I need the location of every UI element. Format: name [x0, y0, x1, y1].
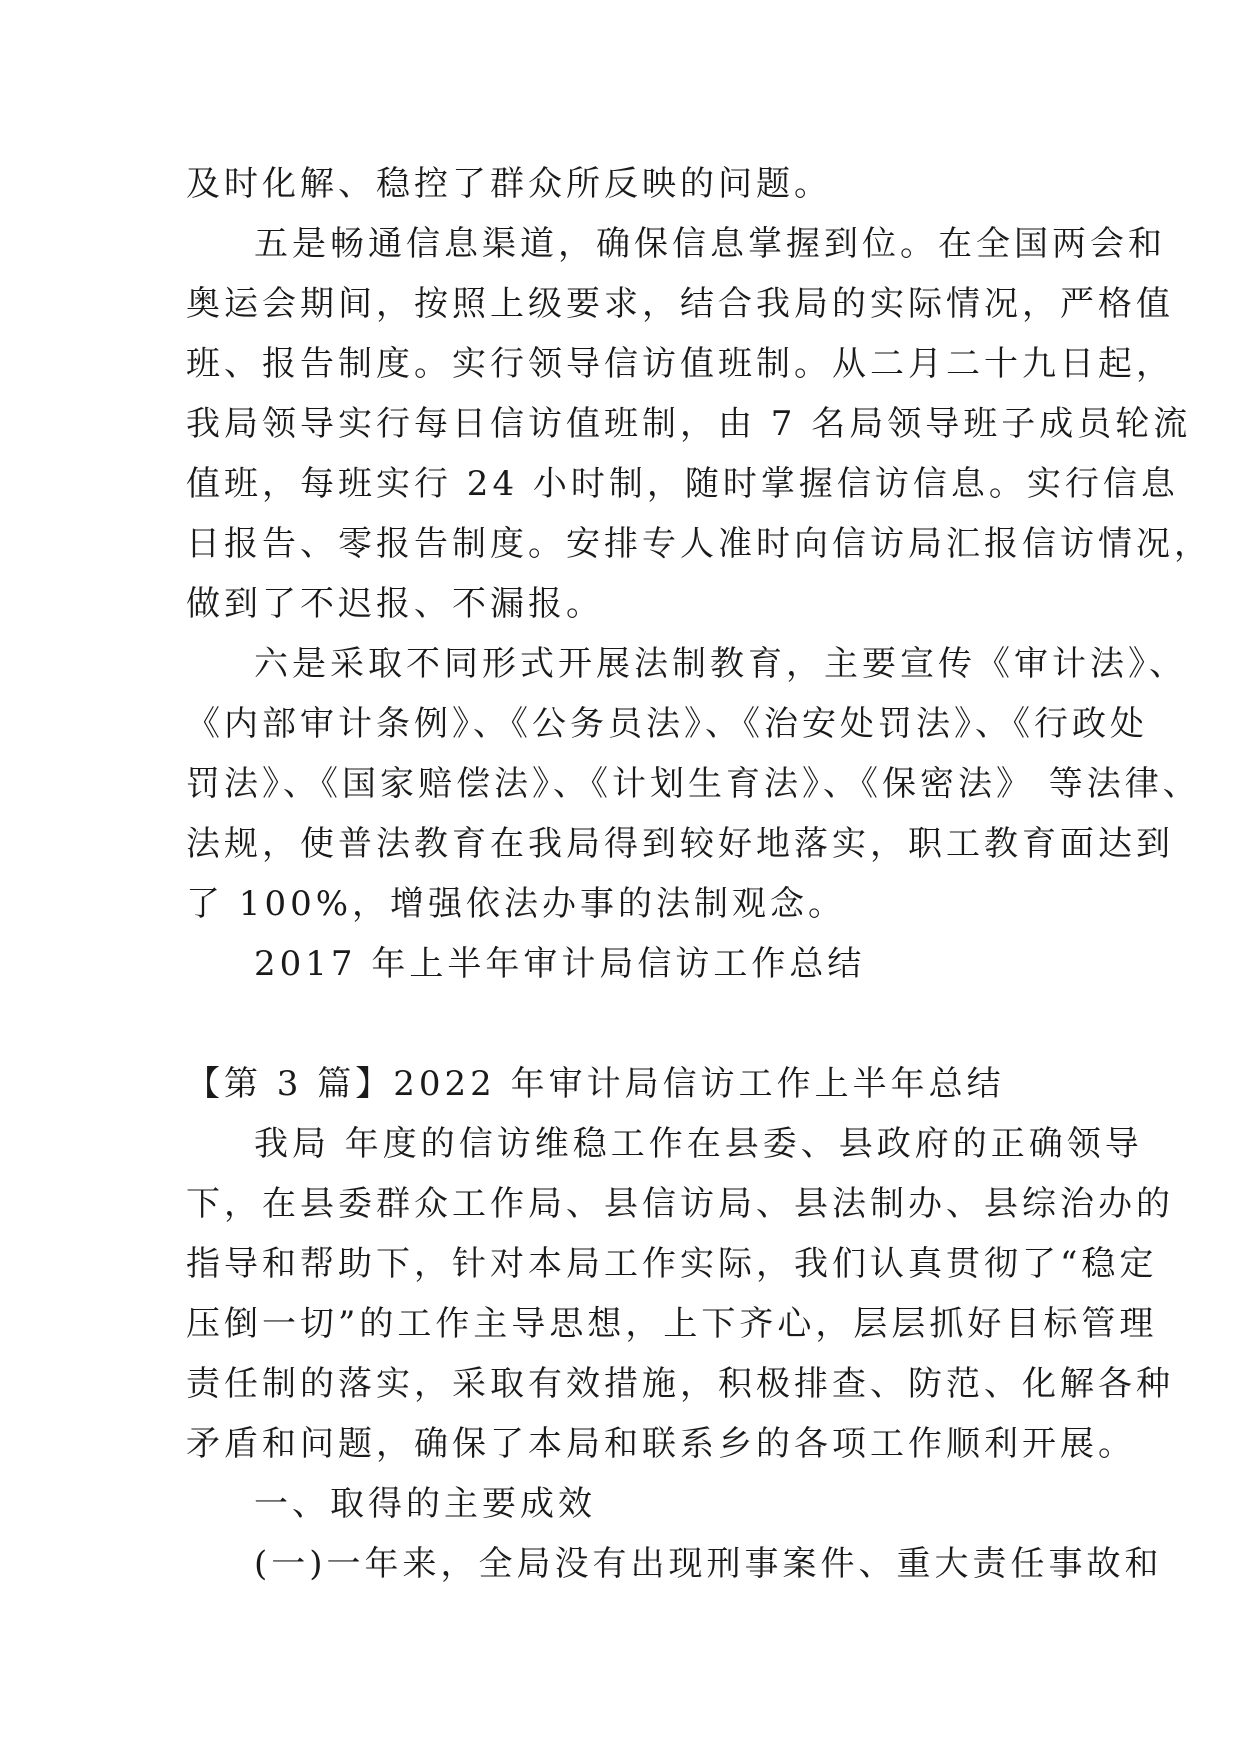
text-line: 我局领导实行每日信访值班制，由 7 名局领导班子成员轮流	[186, 404, 1192, 444]
summary-title: 2017 年上半年审计局信访工作总结	[254, 944, 866, 984]
text-line: 及时化解、稳控了群众所反映的问题。	[186, 164, 832, 204]
paragraph-intro-start: 我局 年度的信访维稳工作在县委、县政府的正确领导	[254, 1124, 1143, 1164]
text-line: 做到了不迟报、不漏报。	[186, 584, 604, 624]
text-line: 班、报告制度。实行领导信访值班制。从二月二十九日起，	[186, 344, 1174, 384]
text-line: 罚法》、《国家赔偿法》、《计划生育法》、《保密法》 等法律、	[186, 764, 1201, 804]
text-line: (一)一年来，全局没有出现刑事案件、重大责任事故和	[254, 1544, 1163, 1584]
text-line: 责任制的落实，采取有效措施，积极排查、防范、化解各种	[186, 1364, 1174, 1404]
text-line: 值班，每班实行 24 小时制，随时掌握信访信息。实行信息	[186, 464, 1179, 504]
section-heading: 【第 3 篇】2022 年审计局信访工作上半年总结	[186, 1064, 1005, 1104]
text-line: 法规，使普法教育在我局得到较好地落实，职工教育面达到	[186, 824, 1174, 864]
paragraph-five-start: 五是畅通信息渠道，确保信息掌握到位。在全国两会和	[254, 224, 1166, 264]
text-line: 奥运会期间，按照上级要求，结合我局的实际情况，严格值	[186, 284, 1174, 324]
text-line: 矛盾和问题，确保了本局和联系乡的各项工作顺利开展。	[186, 1424, 1136, 1464]
text-line: 《内部审计条例》、《公务员法》、《治安处罚法》、《行政处	[186, 704, 1148, 744]
text-line: 下，在县委群众工作局、县信访局、县法制办、县综治办的	[186, 1184, 1174, 1224]
subheading-achievements: 一、取得的主要成效	[254, 1484, 596, 1524]
paragraph-six-start: 六是采取不同形式开展法制教育，主要宣传《审计法》、	[254, 644, 1187, 684]
text-line: 了 100%，增强依法办事的法制观念。	[186, 884, 847, 924]
text-line: 指导和帮助下，针对本局工作实际，我们认真贯彻了“稳定	[186, 1244, 1158, 1284]
text-line: 压倒一切”的工作主导思想，上下齐心，层层抓好目标管理	[186, 1304, 1158, 1344]
text-line: 日报告、零报告制度。安排专人准时向信访局汇报信访情况，	[186, 524, 1212, 564]
